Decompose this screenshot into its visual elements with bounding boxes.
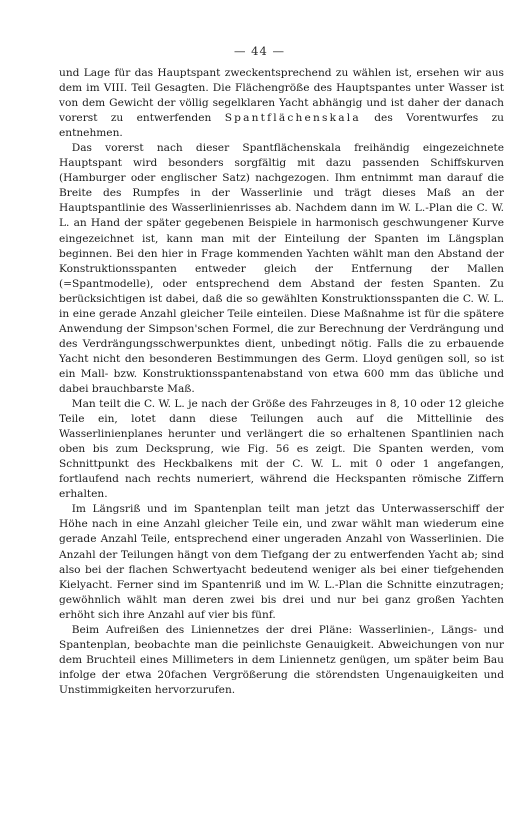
text-run: Im Längsriß und im Spantenplan teilt man jetzt das Unterwasserschiff der Höhe nach in eine Anzahl gleicher Teile ein, und zwar wählt man wiederum eine gerade Anzahl Teile, entsprechend einer ungeraden Anzahl von Wasserlinien. Die Anzahl der Teilungen hängt von dem Tiefgang der zu entwerfenden Yacht ab; sind also bei der flachen Schwertyacht bedeutend weniger als bei einer tiefgehenden Kielyacht. Ferner sind im Spantenriß und im W. L.-Plan die Schnitte einzutragen; gewöhnlich wählt man deren zwei bis drei und nur bei ganz großen Yachten erhöht sich ihre Anzahl auf vier bis fünf. — [59, 503, 504, 621]
text-run: und Lage für das Hauptspant zweckentsprechend zu wählen ist, ersehen wir aus dem im VIII. Teil Gesagten. Die Flächengröße des Hauptspantes unter Wasser ist von dem Gewicht der völlig segelklaren Yacht abhängig und ist daher der danach vorerst zu entwerfenden — [59, 67, 504, 125]
text-run: Man teilt die C. W. L. je nach der Größe des Fahrzeuges in 8, 10 oder 12 gleiche Teile ein, lotet dann diese Teilungen auch auf die Mittellinie des Wasserlinienplanes herunter und verlängert die so erhaltenen Spantlinien nach oben bis zum Decksprung, wie Fig. 56 es zeigt. Die Spanten werden, vom Schnittpunkt des Heckbalkens mit der C. W. L. mit 0 oder 1 angefangen, fortlaufend nach rechts numeriert, während die Heckspanten römische Ziffern erhalten. — [59, 398, 504, 501]
body-text — [59, 66, 504, 698]
text-run: Beim Aufreißen des Liniennetzes der drei Pläne: Wasserlinien-, Längs- und Spantenplan, beobachte man die peinlichste Genauigkeit. Abweichungen von nur dem Bruchteil eines Millimeters in dem Liniennetz genügen, um später beim Bau infolge der etwa 20fachen Vergrößerung die störendsten Ungenauigkeiten und Unstimmigkeiten hervorzurufen. — [59, 623, 504, 696]
paragraph-p2 — [59, 141, 504, 397]
emphasized-term: Spantflächenskala — [224, 112, 361, 125]
paragraph-p1 — [59, 66, 504, 141]
text-run: Das vorerst nach dieser Spantflächenskala freihändig eingezeichnete Hauptspant wird besonders sorgfältig mit dazu passenden Schiffskurven (Hamburger oder englischer Satz) nachgezogen. Ihm entnimmt man darauf die Breite des Rumpfes in der Wasserlinie und trägt dieses Maß an der Hauptspantlinie des Wasserlinienrisses ab. Nachdem dann im W. L.-Plan die C. W. L. an Hand der später gegebenen Beispiele in harmonisch geschwungener Kurve eingezeichnet ist, kann man mit der Einteilung der Spanten im Längsplan beginnen. Bei den hier in Frage kommenden Yachten wählt man den Abstand der Konstruktionsspanten entweder gleich der Entfernung der Mallen (=Spantmodelle), oder entsprechend dem Abstand der festen Spanten. Zu berücksichtigen ist dabei, daß die so gewählten Konstruktionsspanten die C. W. L. in eine gerade Anzahl gleicher Teile einteilen. Diese Maßnahme ist für die spätere Anwendung der Simpson'schen Formel, die zur Berechnung der Verdrängung und des Verdrängungsschwerpunktes dient, unbedingt nötig. Falls die zu erbauende Yacht nicht den besonderen Bestimmungen des Germ. Lloyd genügen soll, so ist ein Mall- bzw. Konstruktionsspantenabstand von etwa 600 mm das übliche und dabei brauchbarste Maß. — [59, 142, 504, 395]
page-number: — 44 — — [234, 44, 285, 58]
paragraph-p3 — [59, 397, 504, 502]
paragraph-p4 — [59, 502, 504, 622]
text-run: des Vorentwurfes zu entnehmen. — [59, 112, 504, 140]
paragraph-p5 — [59, 623, 504, 698]
